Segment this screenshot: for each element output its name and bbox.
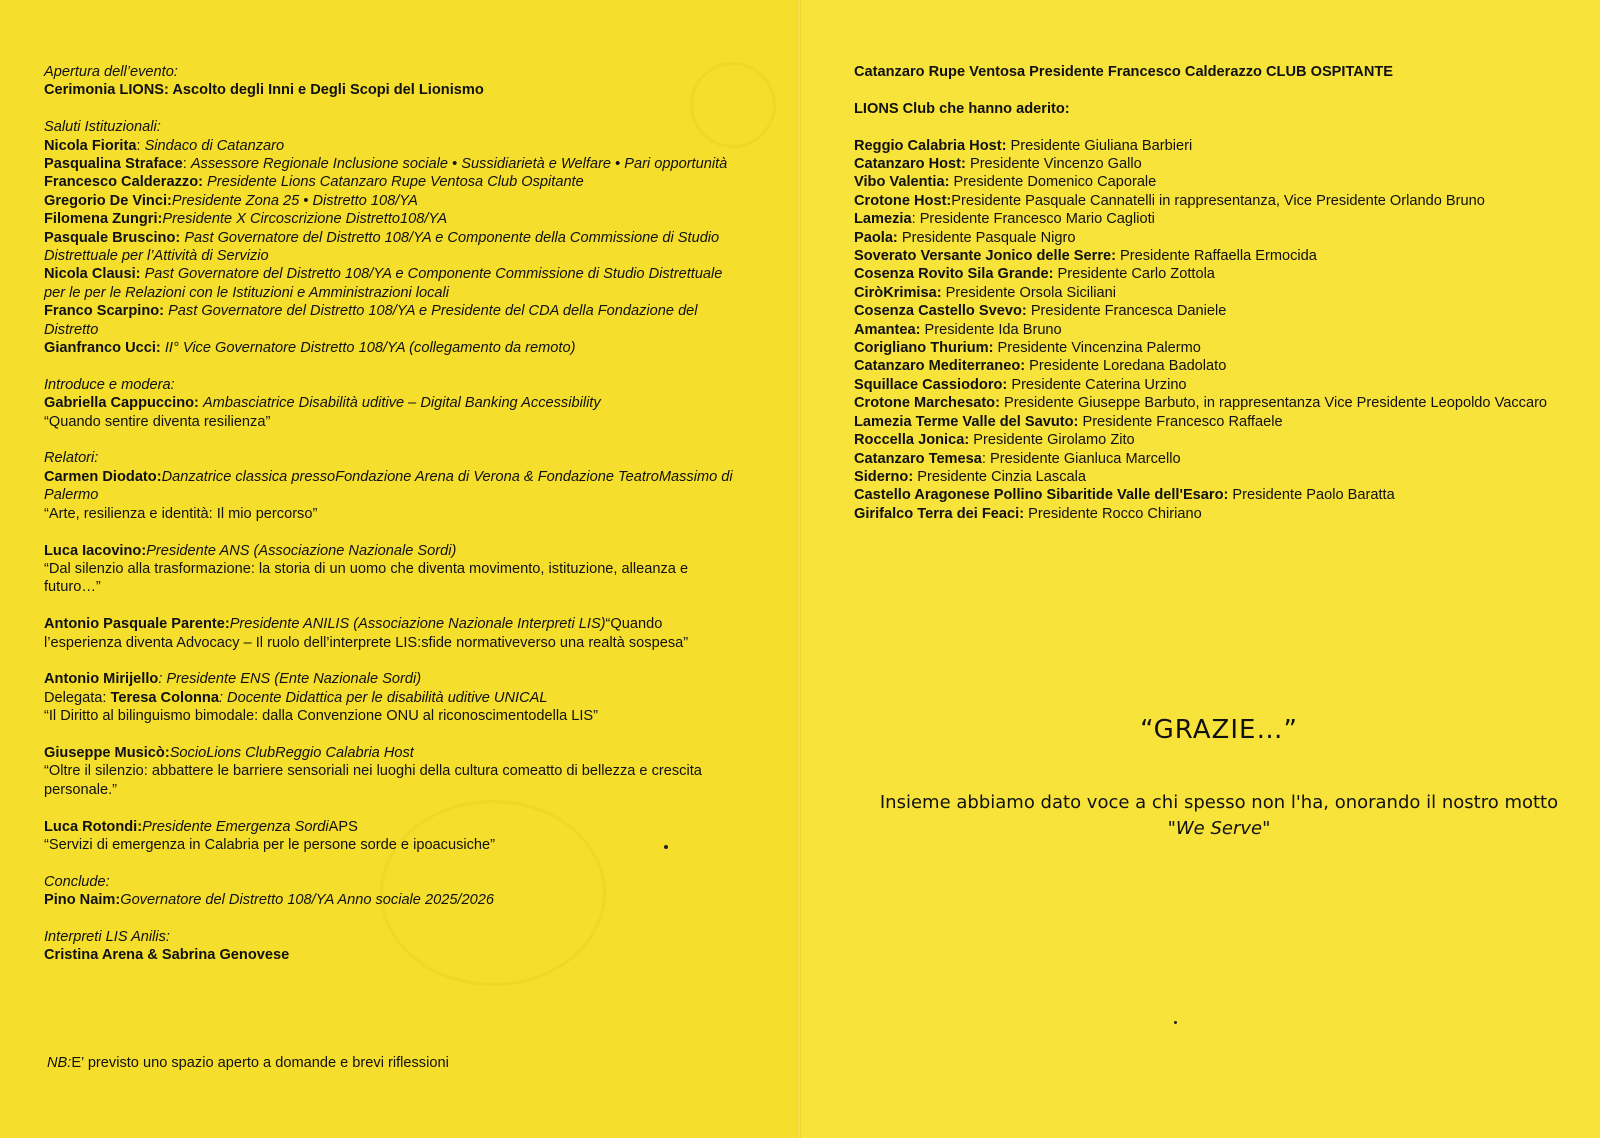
club-president: Presidente Francesco Raffaele bbox=[1078, 413, 1283, 430]
greeting-role: Assessore Regionale Inclusione sociale • Sussidiarietà e Welfare • Pari opportunità bbox=[190, 156, 728, 173]
motto-line: Insieme abbiamo dato voce a chi spesso non l'ha, onorando il nostro motto bbox=[879, 792, 1559, 813]
delegate-label: Delegata: bbox=[44, 689, 111, 706]
footer-note bbox=[47, 1055, 449, 1071]
thanks-heading: “GRAZIE…” bbox=[1140, 715, 1298, 745]
greeting-role: Past Governatore del Distretto 108/YA e Componente Commissione di Studio Distrettuale per le per le Relazioni con le Istituzioni e Amministrazioni locali bbox=[44, 266, 723, 301]
club-president: : Presidente Francesco Mario Caglioti bbox=[911, 211, 1155, 228]
greeting-item bbox=[44, 229, 744, 266]
club-president: Presidente Giuseppe Barbuto, in rappresentanza Vice Presidente Leopoldo Vaccaro bbox=[999, 395, 1548, 412]
club-item bbox=[854, 339, 1569, 357]
club-name: Roccella Jonica: bbox=[854, 432, 970, 449]
greeting-item bbox=[44, 265, 744, 302]
speaker-name: Luca Iacovino: bbox=[44, 542, 147, 559]
club-president: Presidente Ida Bruno bbox=[920, 321, 1062, 338]
opening-label: Apertura dell’evento: bbox=[44, 64, 178, 80]
club-president: Presidente Giuliana Barbieri bbox=[1006, 137, 1193, 154]
club-name: Reggio Calabria Host: bbox=[854, 137, 1007, 154]
speaker-role: Presidente ANS (Associazione Nazionale Sordi) bbox=[146, 542, 457, 559]
motto-block bbox=[854, 790, 1584, 842]
motto-text: "We Serve" bbox=[1167, 818, 1271, 839]
club-president: Presidente Vincenzina Palermo bbox=[993, 340, 1201, 357]
speaker-quote: “Il Diritto al bilinguismo bimodale: dalla Convenzione ONU al riconoscimentodella LIS” bbox=[44, 708, 599, 725]
club-president: Presidente Rocco Chiriano bbox=[1024, 505, 1202, 522]
moderator-role: Ambasciatrice Disabilità uditive – Digital Banking Accessibility bbox=[202, 395, 601, 412]
speaker-role: Presidente Emergenza Sordi bbox=[142, 818, 329, 835]
interpreters-names: Cristina Arena & Sabrina Genovese bbox=[44, 947, 290, 964]
closing-name: Pino Naim: bbox=[44, 892, 121, 909]
paper-speck-icon bbox=[664, 845, 668, 849]
club-item bbox=[854, 413, 1569, 431]
club-president: Presidente Orsola Siciliani bbox=[941, 284, 1116, 301]
interpreters-label: Interpreti LIS Anilis: bbox=[44, 928, 170, 945]
greeting-item bbox=[44, 137, 744, 155]
greeting-role: Presidente Zona 25 • Distretto 108/YA bbox=[171, 192, 418, 209]
greeting-item bbox=[44, 339, 744, 357]
speaker-item bbox=[44, 744, 744, 799]
delegate-role: : Docente Didattica per le disabilità uditive UNICAL bbox=[218, 689, 548, 706]
club-name: Vibo Valentia: bbox=[854, 174, 950, 191]
speaker-name: Carmen Diodato: bbox=[44, 468, 162, 485]
club-name: Crotone Marchesato: bbox=[854, 395, 1000, 412]
speaker-quote: “Oltre il silenzio: abbattere le barriere sensoriali nei luoghi della cultura comeatto di bellezza e crescita personale.” bbox=[44, 763, 702, 798]
club-item bbox=[854, 302, 1569, 320]
greetings-list bbox=[44, 137, 744, 358]
greeting-item bbox=[44, 173, 744, 191]
speaker-name: Antonio Mirijello bbox=[44, 671, 159, 688]
paper-speck-icon bbox=[1174, 1021, 1177, 1024]
speaker-quote: “Arte, resilienza e identità: Il mio percorso” bbox=[44, 505, 318, 522]
speaker-role: Presidente ANILIS (Associazione Nazionale Interpreti LIS) bbox=[229, 616, 606, 633]
speaker-quote: “Servizi di emergenza in Calabria per le persone sorde e ipoacusiche” bbox=[44, 836, 496, 853]
greeting-role: II° Vice Governatore Distretto 108/YA (collegamento da remoto) bbox=[164, 340, 576, 357]
club-name: Cosenza Rovito Sila Grande: bbox=[854, 266, 1054, 283]
club-item bbox=[854, 450, 1569, 468]
club-name: Castello Aragonese Pollino Sibaritide Valle dell'Esaro: bbox=[854, 487, 1229, 504]
club-name: Paola: bbox=[854, 229, 898, 246]
greeting-role: Sindaco di Catanzaro bbox=[144, 137, 285, 154]
moderator-name: Gabriella Cappuccino: bbox=[44, 395, 199, 412]
speaker-item bbox=[44, 818, 744, 855]
club-president: Presidente Caterina Urzino bbox=[1007, 376, 1187, 393]
speaker-role: Danzatrice classica pressoFondazione Arena di Verona & Fondazione TeatroMassimo di Palermo bbox=[44, 468, 733, 504]
speaker-name: Luca Rotondi: bbox=[44, 818, 143, 835]
club-president: Presidente Paolo Baratta bbox=[1228, 487, 1395, 504]
greeting-name: Francesco Calderazzo: bbox=[44, 174, 203, 191]
club-item bbox=[854, 247, 1569, 265]
club-name: Squillace Cassiodoro: bbox=[854, 376, 1008, 393]
greeting-role: Presidente Lions Catanzaro Rupe Ventosa Club Ospitante bbox=[207, 174, 584, 191]
speakers-section bbox=[44, 449, 744, 854]
club-name: Corigliano Thurium: bbox=[854, 340, 994, 357]
club-name: Lamezia bbox=[854, 211, 912, 228]
club-item bbox=[854, 394, 1569, 412]
club-president: Presidente Cinzia Lascala bbox=[913, 468, 1086, 485]
greeting-role: Presidente X Circoscrizione Distretto108/YA bbox=[162, 211, 448, 228]
speaker-quote: “Dal silenzio alla trasformazione: la storia di un uomo che diventa movimento, istituzione, alleanza e futuro…” bbox=[44, 560, 689, 596]
program-column bbox=[44, 63, 744, 983]
greetings-section bbox=[44, 118, 744, 357]
club-item bbox=[854, 431, 1569, 449]
club-president: : Presidente Gianluca Marcello bbox=[981, 450, 1181, 467]
club-name: Amantea: bbox=[854, 321, 921, 338]
greeting-role: Past Governatore del Distretto 108/YA e Componente della Commissione di Studio Distrettuale per l’Attività di Servizio bbox=[44, 229, 720, 265]
greetings-label: Saluti Istituzionali: bbox=[44, 119, 161, 136]
club-item bbox=[854, 137, 1569, 155]
speaker-item bbox=[44, 615, 744, 652]
page-fold bbox=[797, 0, 801, 1138]
club-president: Presidente Pasquale Nigro bbox=[897, 229, 1076, 246]
moderator-quote: “Quando sentire diventa resilienza” bbox=[44, 413, 271, 430]
greeting-name: Pasqualina Straface bbox=[44, 156, 183, 173]
host-club: Catanzaro Rupe Ventosa Presidente Francesco Calderazzo CLUB OSPITANTE bbox=[854, 64, 1394, 80]
club-president: Presidente Domenico Caporale bbox=[949, 174, 1157, 191]
club-item bbox=[854, 284, 1569, 302]
delegate-name: Teresa Colonna bbox=[110, 689, 219, 706]
moderator-section bbox=[44, 376, 744, 431]
club-name: Girifalco Terra dei Feaci: bbox=[854, 505, 1025, 522]
speaker-role-suffix: APS bbox=[328, 818, 358, 835]
greeting-sep: : bbox=[182, 156, 191, 173]
club-item bbox=[854, 210, 1569, 228]
note-text: E’ previsto uno spazio aperto a domande e brevi riflessioni bbox=[71, 1055, 449, 1071]
club-name: Cosenza Castello Svevo: bbox=[854, 303, 1027, 320]
club-president: Presidente Raffaella Ermocida bbox=[1116, 248, 1317, 265]
club-president: Presidente Girolamo Zito bbox=[969, 432, 1135, 449]
speaker-name: Antonio Pasquale Parente: bbox=[44, 616, 230, 633]
greeting-sep: : bbox=[136, 137, 145, 154]
club-item bbox=[854, 192, 1569, 210]
greeting-item bbox=[44, 302, 744, 339]
greeting-name: Pasquale Bruscino: bbox=[44, 229, 181, 246]
speaker-role: SocioLions ClubReggio Calabria Host bbox=[169, 744, 414, 761]
speaker-item bbox=[44, 670, 744, 725]
club-item bbox=[854, 468, 1569, 486]
club-item bbox=[854, 376, 1569, 394]
interpreters-section bbox=[44, 928, 744, 965]
clubs-list bbox=[854, 137, 1569, 524]
club-item bbox=[854, 486, 1569, 504]
greeting-item bbox=[44, 210, 744, 228]
club-item bbox=[854, 505, 1569, 523]
club-item bbox=[854, 155, 1569, 173]
clubs-heading: LIONS Club che hanno aderito: bbox=[854, 100, 1070, 117]
moderator-label: Introduce e modera: bbox=[44, 376, 175, 393]
club-name: Soverato Versante Jonico delle Serre: bbox=[854, 248, 1116, 265]
club-name: Catanzaro Mediterraneo: bbox=[854, 358, 1026, 375]
note-label: NB: bbox=[47, 1055, 72, 1071]
closing-role: Governatore del Distretto 108/YA Anno sociale 2025/2026 bbox=[120, 892, 494, 909]
opening-section bbox=[44, 63, 744, 100]
speaker-item bbox=[44, 468, 744, 523]
greeting-name: Gregorio De Vinci: bbox=[44, 192, 172, 209]
club-name: Lamezia Terme Valle del Savuto: bbox=[854, 413, 1079, 430]
closing-label: Conclude: bbox=[44, 873, 110, 890]
club-item bbox=[854, 173, 1569, 191]
greeting-name: Filomena Zungri: bbox=[44, 211, 163, 228]
opening-text: Cerimonia LIONS: Ascolto degli Inni e Degli Scopi del Lionismo bbox=[44, 82, 484, 99]
club-president: Presidente Pasquale Cannatelli in rappresentanza, Vice Presidente Orlando Bruno bbox=[951, 192, 1485, 209]
greeting-name: Franco Scarpino: bbox=[44, 303, 165, 320]
greeting-name: Gianfranco Ucci: bbox=[44, 340, 161, 357]
club-item bbox=[854, 321, 1569, 339]
clubs-column bbox=[854, 63, 1569, 523]
club-name: Crotone Host: bbox=[854, 192, 952, 209]
greeting-role: Past Governatore del Distretto 108/YA e Presidente del CDA della Fondazione del Distretto bbox=[44, 303, 698, 338]
club-name: CiròKrimisa: bbox=[854, 284, 942, 301]
greeting-item bbox=[44, 192, 744, 210]
greeting-name: Nicola Fiorita bbox=[44, 137, 137, 154]
club-item bbox=[854, 229, 1569, 247]
club-president: Presidente Carlo Zottola bbox=[1053, 266, 1215, 283]
club-name: Catanzaro Host: bbox=[854, 156, 966, 172]
speaker-quote: “Quando l’esperienza diventa Advocacy – Il ruolo dell’interprete LIS:sfide normativeverso una realtà sospesa” bbox=[44, 616, 689, 651]
speaker-role: : Presidente ENS (Ente Nazionale Sordi) bbox=[158, 671, 422, 688]
speaker-item bbox=[44, 542, 744, 597]
club-item bbox=[854, 357, 1569, 375]
club-president: Presidente Vincenzo Gallo bbox=[965, 156, 1142, 172]
club-name: Catanzaro Temesa bbox=[854, 450, 982, 467]
closing-section bbox=[44, 873, 744, 910]
club-name: Siderno: bbox=[854, 468, 914, 485]
speaker-name: Giuseppe Musicò: bbox=[44, 744, 170, 761]
greeting-name: Nicola Clausi: bbox=[44, 266, 141, 283]
greeting-item bbox=[44, 155, 744, 173]
club-item bbox=[854, 265, 1569, 283]
club-president: Presidente Loredana Badolato bbox=[1025, 358, 1227, 375]
club-president: Presidente Francesca Daniele bbox=[1026, 303, 1227, 320]
speakers-label: Relatori: bbox=[44, 450, 99, 467]
